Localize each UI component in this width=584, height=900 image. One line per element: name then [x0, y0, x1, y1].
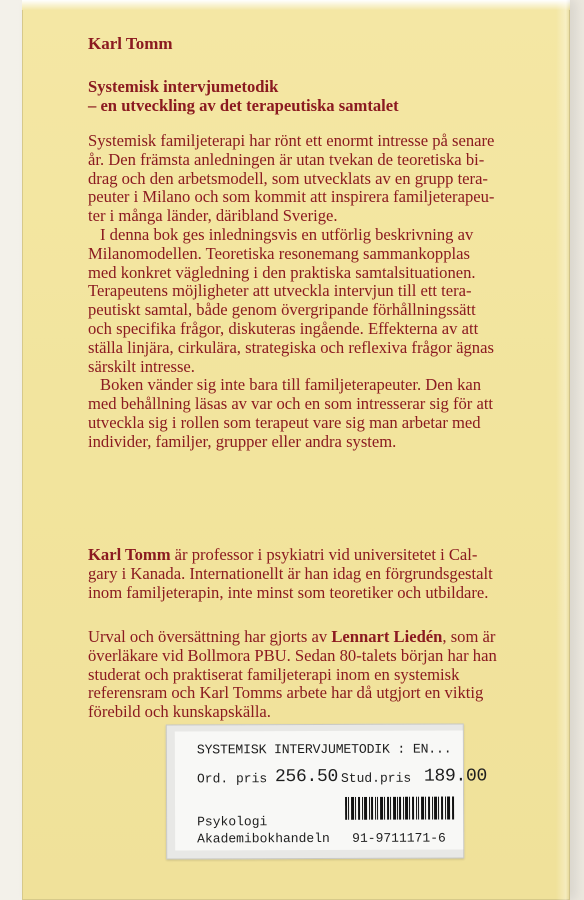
bio-text: är professor i psykiatri vid universitetet i Cal-: [170, 545, 478, 564]
description-text: [88, 132, 530, 452]
description-line: I denna bok ges inledningsvis en utförlig beskrivning av: [100, 224, 474, 244]
description-line: med behållning läsas av var och en som intresserar sig för att: [88, 394, 494, 414]
bio-author-name: Karl Tomm: [88, 545, 171, 564]
barcode-icon: [345, 797, 455, 820]
description-line: Systemisk familjeterapi har rönt ett enormt intresse på senare: [88, 131, 495, 150]
translator-pre: Urval och översättning har gjorts av: [88, 627, 332, 646]
translator-line: förebild och kunskapskälla.: [88, 702, 271, 722]
description-line: peuter i Milano och som kommit att inspirera familjeterapeu-: [88, 187, 495, 207]
title-line-1: Systemisk intervjumetodik: [88, 77, 279, 96]
description-line: Boken vänder sig inte bara till familjeterapeuter. Den kan: [100, 375, 482, 395]
translator-name: Lennart Liedén: [331, 627, 443, 646]
author-bio: [88, 546, 530, 602]
ordinary-price-label: Ord. pris: [196, 771, 268, 787]
description-line: år. Den främsta anledningen är utan tvekan de teoretiska bi-: [88, 149, 485, 169]
student-price-label: Stud.pris: [340, 770, 412, 786]
sticker-title: SYSTEMISK INTERVJUMETODIK : EN...: [196, 741, 452, 758]
title-line-2: – en utveckling av det terapeutiska samtalet: [88, 96, 399, 115]
description-line: utveckla sig i rollen som terapeut vare sig man arbetar med: [88, 412, 481, 432]
sticker-category: Psykologi: [197, 814, 268, 830]
description-line: och specifika frågor, diskuteras ingående. Effekterna av att: [88, 318, 479, 338]
description-line: med konkret vägledning i den praktiska samtalsituationen.: [88, 262, 476, 282]
description-line: ter i många länder, däribland Sverige.: [88, 206, 338, 226]
bio-line: inom familjeterapin, inte minst som teoretiker och utbildare.: [88, 582, 489, 602]
translator-line: överläkare vid Bollmora PBU. Sedan 80-talets början har han: [88, 645, 497, 665]
translator-info: [88, 628, 530, 722]
price-sticker: [166, 723, 487, 859]
sticker-isbn: 91-9711171-6: [352, 830, 446, 846]
description-line: ställa linjära, cirkulära, strategiska och reflexiva frågor ägnas: [88, 337, 494, 357]
translator-post: , som är: [442, 627, 496, 646]
sticker-label: [175, 730, 487, 850]
student-price: 189.00: [423, 766, 487, 787]
book-title: [88, 77, 528, 115]
description-line: drag och den arbetsmodell, som utvecklats av en grupp tera-: [88, 168, 488, 188]
translator-line: studerat och praktiserat familjeterapi inom en systemisk: [88, 664, 460, 684]
description-line: Terapeutens möjligheter att utveckla intervjun till ett tera-: [88, 281, 472, 301]
translator-line: [88, 628, 530, 647]
bio-line: [88, 546, 530, 565]
description-line: individer, familjer, grupper eller andra system.: [88, 431, 397, 451]
sticker-shop: Akademibokhandeln: [197, 830, 330, 847]
description-line: peutiskt samtal, både genom övergripande förhållningssätt: [88, 300, 476, 320]
description-line: Milanomodellen. Teoretiska resonemang sammankopplas: [88, 243, 470, 263]
ordinary-price: 256.50: [274, 766, 338, 788]
author-name: Karl Tomm: [88, 34, 173, 53]
description-line: särskilt intresse.: [88, 356, 195, 376]
bio-line: gary i Kanada. Internationellt är han idag en förgrundsgestalt: [88, 563, 493, 583]
translator-line: referensram och Karl Tomms arbete har då utgjort en viktig: [88, 683, 484, 703]
